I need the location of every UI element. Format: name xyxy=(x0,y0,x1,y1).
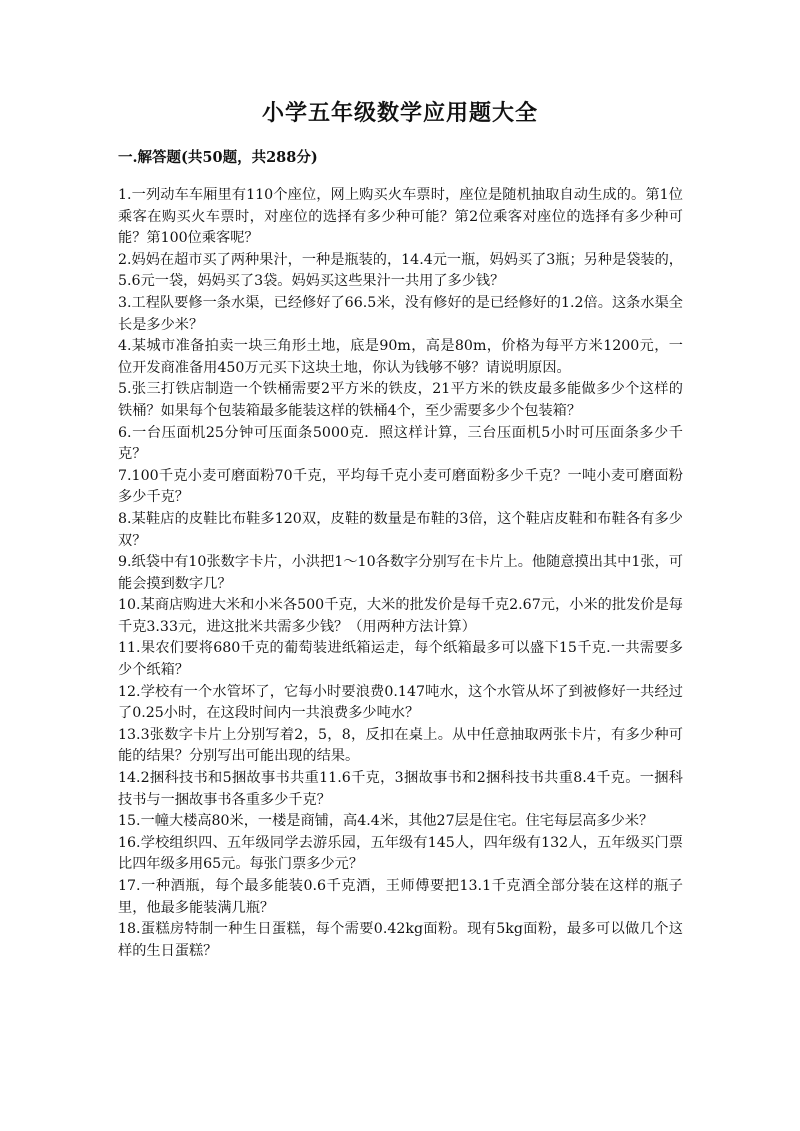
question-item: 9.纸袋中有10张数字卡片，小洪把1～10各数字分别写在卡片上。他随意摸出其中1张，可能会摸到数字几？ xyxy=(118,554,683,592)
question-item: 17.一种酒瓶，每个最多能装0.6千克酒，王师傅要把13.1千克酒全部分装在这样的瓶子里，他最多能装满几瓶？ xyxy=(118,878,683,916)
question-item: 15.一幢大楼高80米，一楼是商铺，高4.4米，其他27层是住宅。住宅每层高多少米？ xyxy=(118,813,654,830)
question-item: 13.3张数字卡片上分别写着2，5，8，反扣在桌上。从中任意抽取两张卡片，有多少种可能的结果？分别写出可能出现的结果。 xyxy=(118,726,683,765)
question-list xyxy=(118,185,683,962)
question-item: 5.张三打铁店制造一个铁桶需要2平方米的铁皮，21平方米的铁皮最多能做多少个这样的铁桶？如果每个包装箱最多能装这样的铁桶4个，至少需要多少个包装箱？ xyxy=(118,381,683,419)
question-item: 18.蛋糕房特制一种生日蛋糕，每个需要0.42kg面粉。现有5kg面粉，最多可以做几个这样的生日蛋糕？ xyxy=(118,921,683,959)
question-item: 8.某鞋店的皮鞋比布鞋多120双，皮鞋的数量是布鞋的3倍，这个鞋店皮鞋和布鞋各有多少双？ xyxy=(118,510,683,549)
question-item: 14.2捆科技书和5捆故事书共重11.6千克，3捆故事书和2捆科技书共重8.4千克。一捆科技书与一捆故事书各重多少千克？ xyxy=(118,770,683,808)
question-item: 12.学校有一个水管坏了，它每小时要浪费0.147吨水，这个水管从坏了到被修好一共经过了0.25小时，在这段时间内一共浪费多少吨水？ xyxy=(118,683,683,722)
question-item: 4.某城市准备拍卖一块三角形土地，底是90m，高是80m，价格为每平方米1200元，一位开发商准备用450万元买下这块土地，你认为钱够不够？请说明原因。 xyxy=(118,338,683,376)
question-item: 16.学校组织四、五年级同学去游乐园，五年级有145人，四年级有132人，五年级买门票比四年级多用65元。每张门票多少元？ xyxy=(118,834,683,873)
question-item: 7.100千克小麦可磨面粉70千克，平均每千克小麦可磨面粉多少千克？一吨小麦可磨面粉多少千克？ xyxy=(118,467,683,506)
question-item: 3.工程队要修一条水渠，已经修好了66.5米，没有修好的是已经修好的1.2倍。这条水渠全长是多少米？ xyxy=(118,294,683,333)
question-item: 2.妈妈在超市买了两种果汁，一种是瓶装的，14.4元一瓶，妈妈买了3瓶；另种是袋装的，5.6元一袋，妈妈买了3袋。妈妈买这些果汁一共用了多少钱？ xyxy=(118,251,683,290)
question-item: 11.果农们要将680千克的葡萄装进纸箱运走，每个纸箱最多可以盛下15千克.一共需要多少个纸箱？ xyxy=(118,640,683,679)
section-heading: 一.解答题(共50题，共288分) xyxy=(118,149,318,166)
question-item: 10.某商店购进大米和小米各500千克，大米的批发价是每千克2.67元，小米的批发价是每千克3.33元，进这批米共需多少钱？（用两种方法计算） xyxy=(118,597,683,635)
page-title: 小学五年级数学应用题大全 xyxy=(261,100,538,126)
question-item: 1.一列动车车厢里有110个座位，网上购买火车票时，座位是随机抽取自动生成的。第1位乘客在购买火车票时，对座位的选择有多少种可能？第2位乘客对座位的选择有多少种可能？第100位乘客呢？ xyxy=(118,187,683,247)
question-item: 6.一台压面机25分钟可压面条5000克．照这样计算，三台压面机5小时可压面条多少千克？ xyxy=(118,424,683,463)
